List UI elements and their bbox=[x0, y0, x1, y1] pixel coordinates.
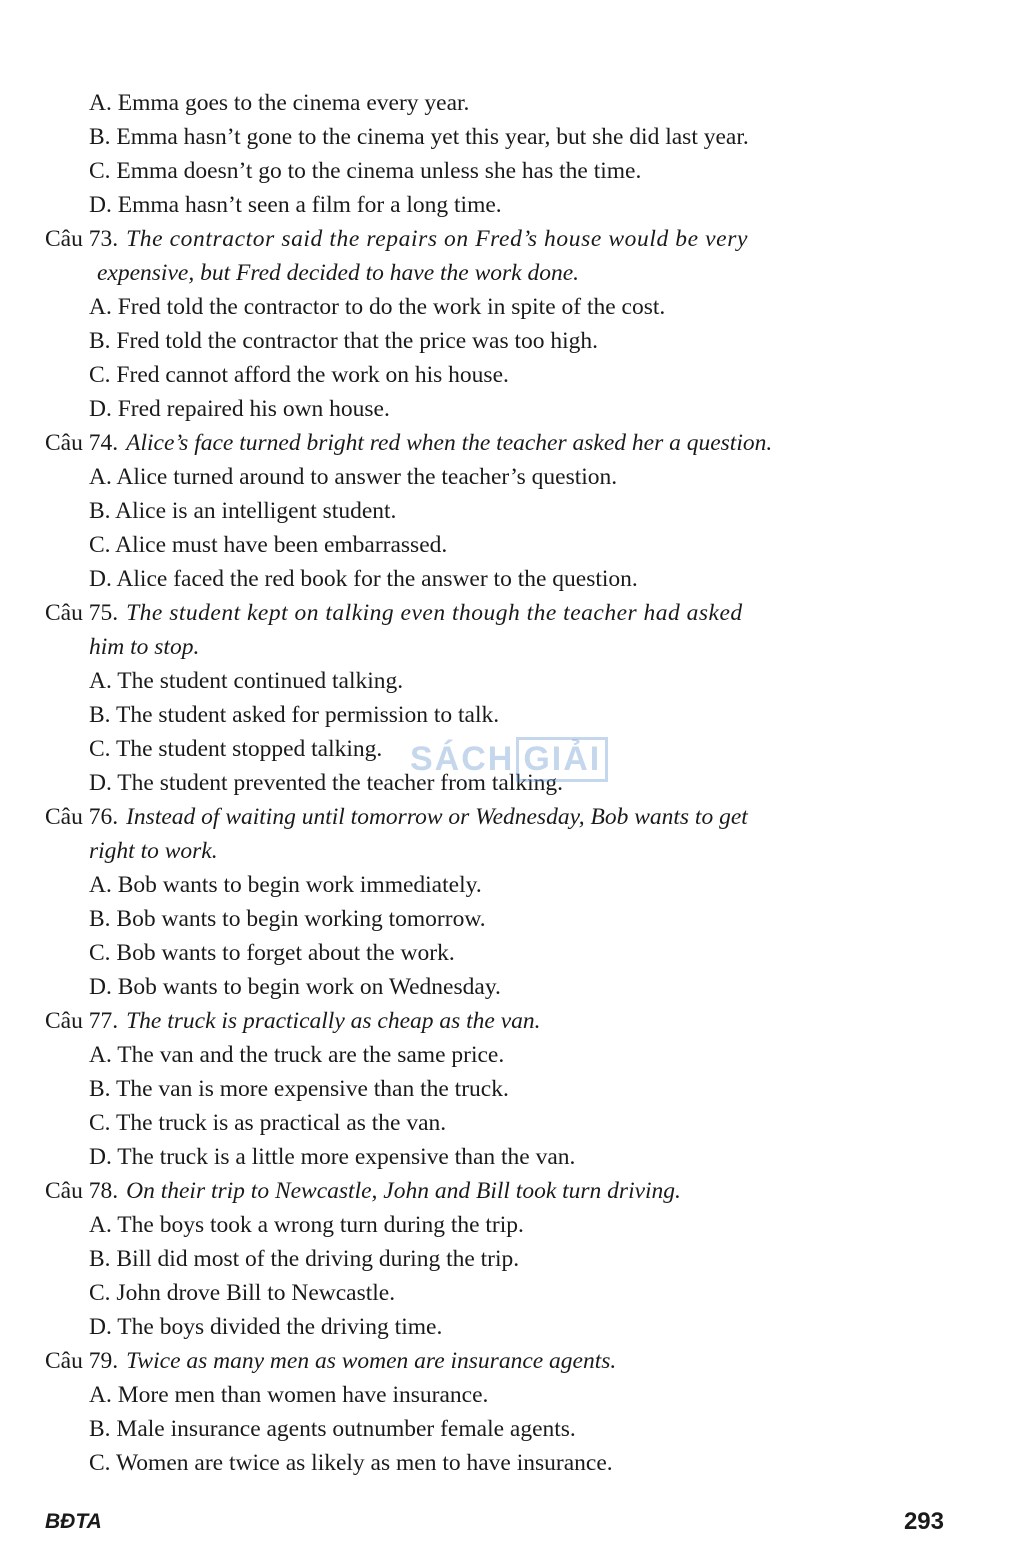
option-c: C. Bob wants to forget about the work. bbox=[89, 940, 455, 966]
question-number: Câu 76. bbox=[45, 804, 119, 830]
option-c: C. Emma doesn’t go to the cinema unless she has the time. bbox=[89, 158, 642, 184]
question-stem bbox=[45, 1174, 945, 1208]
option-a: A. Emma goes to the cinema every year. bbox=[89, 90, 470, 116]
option-b: B. The van is more expensive than the truck. bbox=[89, 1076, 509, 1102]
question-77 bbox=[45, 1004, 945, 1174]
question-stem bbox=[45, 426, 945, 460]
watermark-text: SÁCH bbox=[410, 740, 515, 778]
question-text: Instead of waiting until tomorrow or Wednesday, Bob wants to get bbox=[126, 804, 748, 830]
question-text-continued: expensive, but Fred decided to have the work done. bbox=[97, 260, 580, 286]
question-79 bbox=[45, 1344, 945, 1480]
option-d: D. Fred repaired his own house. bbox=[89, 396, 390, 422]
question-text: Twice as many men as women are insurance agents. bbox=[126, 1348, 617, 1374]
question-stem bbox=[45, 222, 945, 256]
question-number: Câu 77. bbox=[45, 1008, 119, 1034]
option-d: D. The truck is a little more expensive than the van. bbox=[89, 1144, 576, 1170]
question-number: Câu 74. bbox=[45, 430, 119, 456]
question-73 bbox=[45, 222, 945, 426]
option-a: A. Alice turned around to answer the teacher’s question. bbox=[89, 464, 618, 490]
question-75 bbox=[45, 596, 945, 800]
option-b: B. The student asked for permission to talk. bbox=[89, 702, 500, 728]
option-a: A. Fred told the contractor to do the work in spite of the cost. bbox=[89, 294, 666, 320]
question-text: Alice’s face turned bright red when the teacher asked her a question. bbox=[126, 430, 773, 456]
question-number: Câu 78. bbox=[45, 1178, 119, 1204]
question-text: The truck is practically as cheap as the van. bbox=[126, 1008, 541, 1034]
question-text: On their trip to Newcastle, John and Bill took turn driving. bbox=[126, 1178, 681, 1204]
option-d: D. Emma hasn’t seen a film for a long time. bbox=[89, 192, 502, 218]
option-a: A. More men than women have insurance. bbox=[89, 1382, 489, 1408]
question-text-continued: right to work. bbox=[89, 838, 218, 864]
question-76 bbox=[45, 800, 945, 1004]
option-b: B. Fred told the contractor that the price was too high. bbox=[89, 328, 599, 354]
question-74 bbox=[45, 426, 945, 596]
footer-publisher: BĐTA bbox=[45, 1510, 102, 1533]
question-text: The student kept on talking even though the teacher had asked bbox=[126, 600, 743, 626]
option-c: C. The truck is as practical as the van. bbox=[89, 1110, 447, 1136]
option-c: C. Alice must have been embarrassed. bbox=[89, 532, 448, 558]
question-text: The contractor said the repairs on Fred’s house would be very bbox=[126, 226, 748, 252]
option-d: D. The student prevented the teacher from talking. bbox=[89, 770, 563, 796]
question-number: Câu 79. bbox=[45, 1348, 119, 1374]
question-stem bbox=[45, 800, 945, 834]
option-c: C. Fred cannot afford the work on his house. bbox=[89, 362, 509, 388]
option-b: B. Bob wants to begin working tomorrow. bbox=[89, 906, 486, 932]
option-d: D. Bob wants to begin work on Wednesday. bbox=[89, 974, 501, 1000]
question-78 bbox=[45, 1174, 945, 1344]
question-number: Câu 73. bbox=[45, 226, 119, 252]
option-a: A. Bob wants to begin work immediately. bbox=[89, 872, 482, 898]
watermark-text-boxed: GIẢI bbox=[516, 737, 608, 782]
option-a: A. The van and the truck are the same price. bbox=[89, 1042, 505, 1068]
option-b: B. Emma hasn’t gone to the cinema yet this year, but she did last year. bbox=[89, 124, 749, 150]
question-text-continued: him to stop. bbox=[89, 634, 200, 660]
option-a: A. The boys took a wrong turn during the trip. bbox=[89, 1212, 524, 1238]
option-b: B. Alice is an intelligent student. bbox=[89, 498, 397, 524]
option-b: B. Bill did most of the driving during the trip. bbox=[89, 1246, 520, 1272]
option-c: C. John drove Bill to Newcastle. bbox=[89, 1280, 396, 1306]
option-d: D. Alice faced the red book for the answer to the question. bbox=[89, 566, 638, 592]
question-stem bbox=[45, 1344, 945, 1378]
question-stem bbox=[45, 1004, 945, 1038]
option-a: A. The student continued talking. bbox=[89, 668, 404, 694]
question-stem bbox=[45, 596, 945, 630]
option-c: C. The student stopped talking. bbox=[89, 736, 383, 762]
question-number: Câu 75. bbox=[45, 600, 119, 626]
page-content bbox=[45, 86, 945, 1480]
option-d: D. The boys divided the driving time. bbox=[89, 1314, 443, 1340]
question-72-options bbox=[45, 86, 945, 222]
option-b: B. Male insurance agents outnumber female agents. bbox=[89, 1416, 576, 1442]
option-c: C. Women are twice as likely as men to have insurance. bbox=[89, 1450, 613, 1476]
page-number: 293 bbox=[903, 1508, 944, 1535]
